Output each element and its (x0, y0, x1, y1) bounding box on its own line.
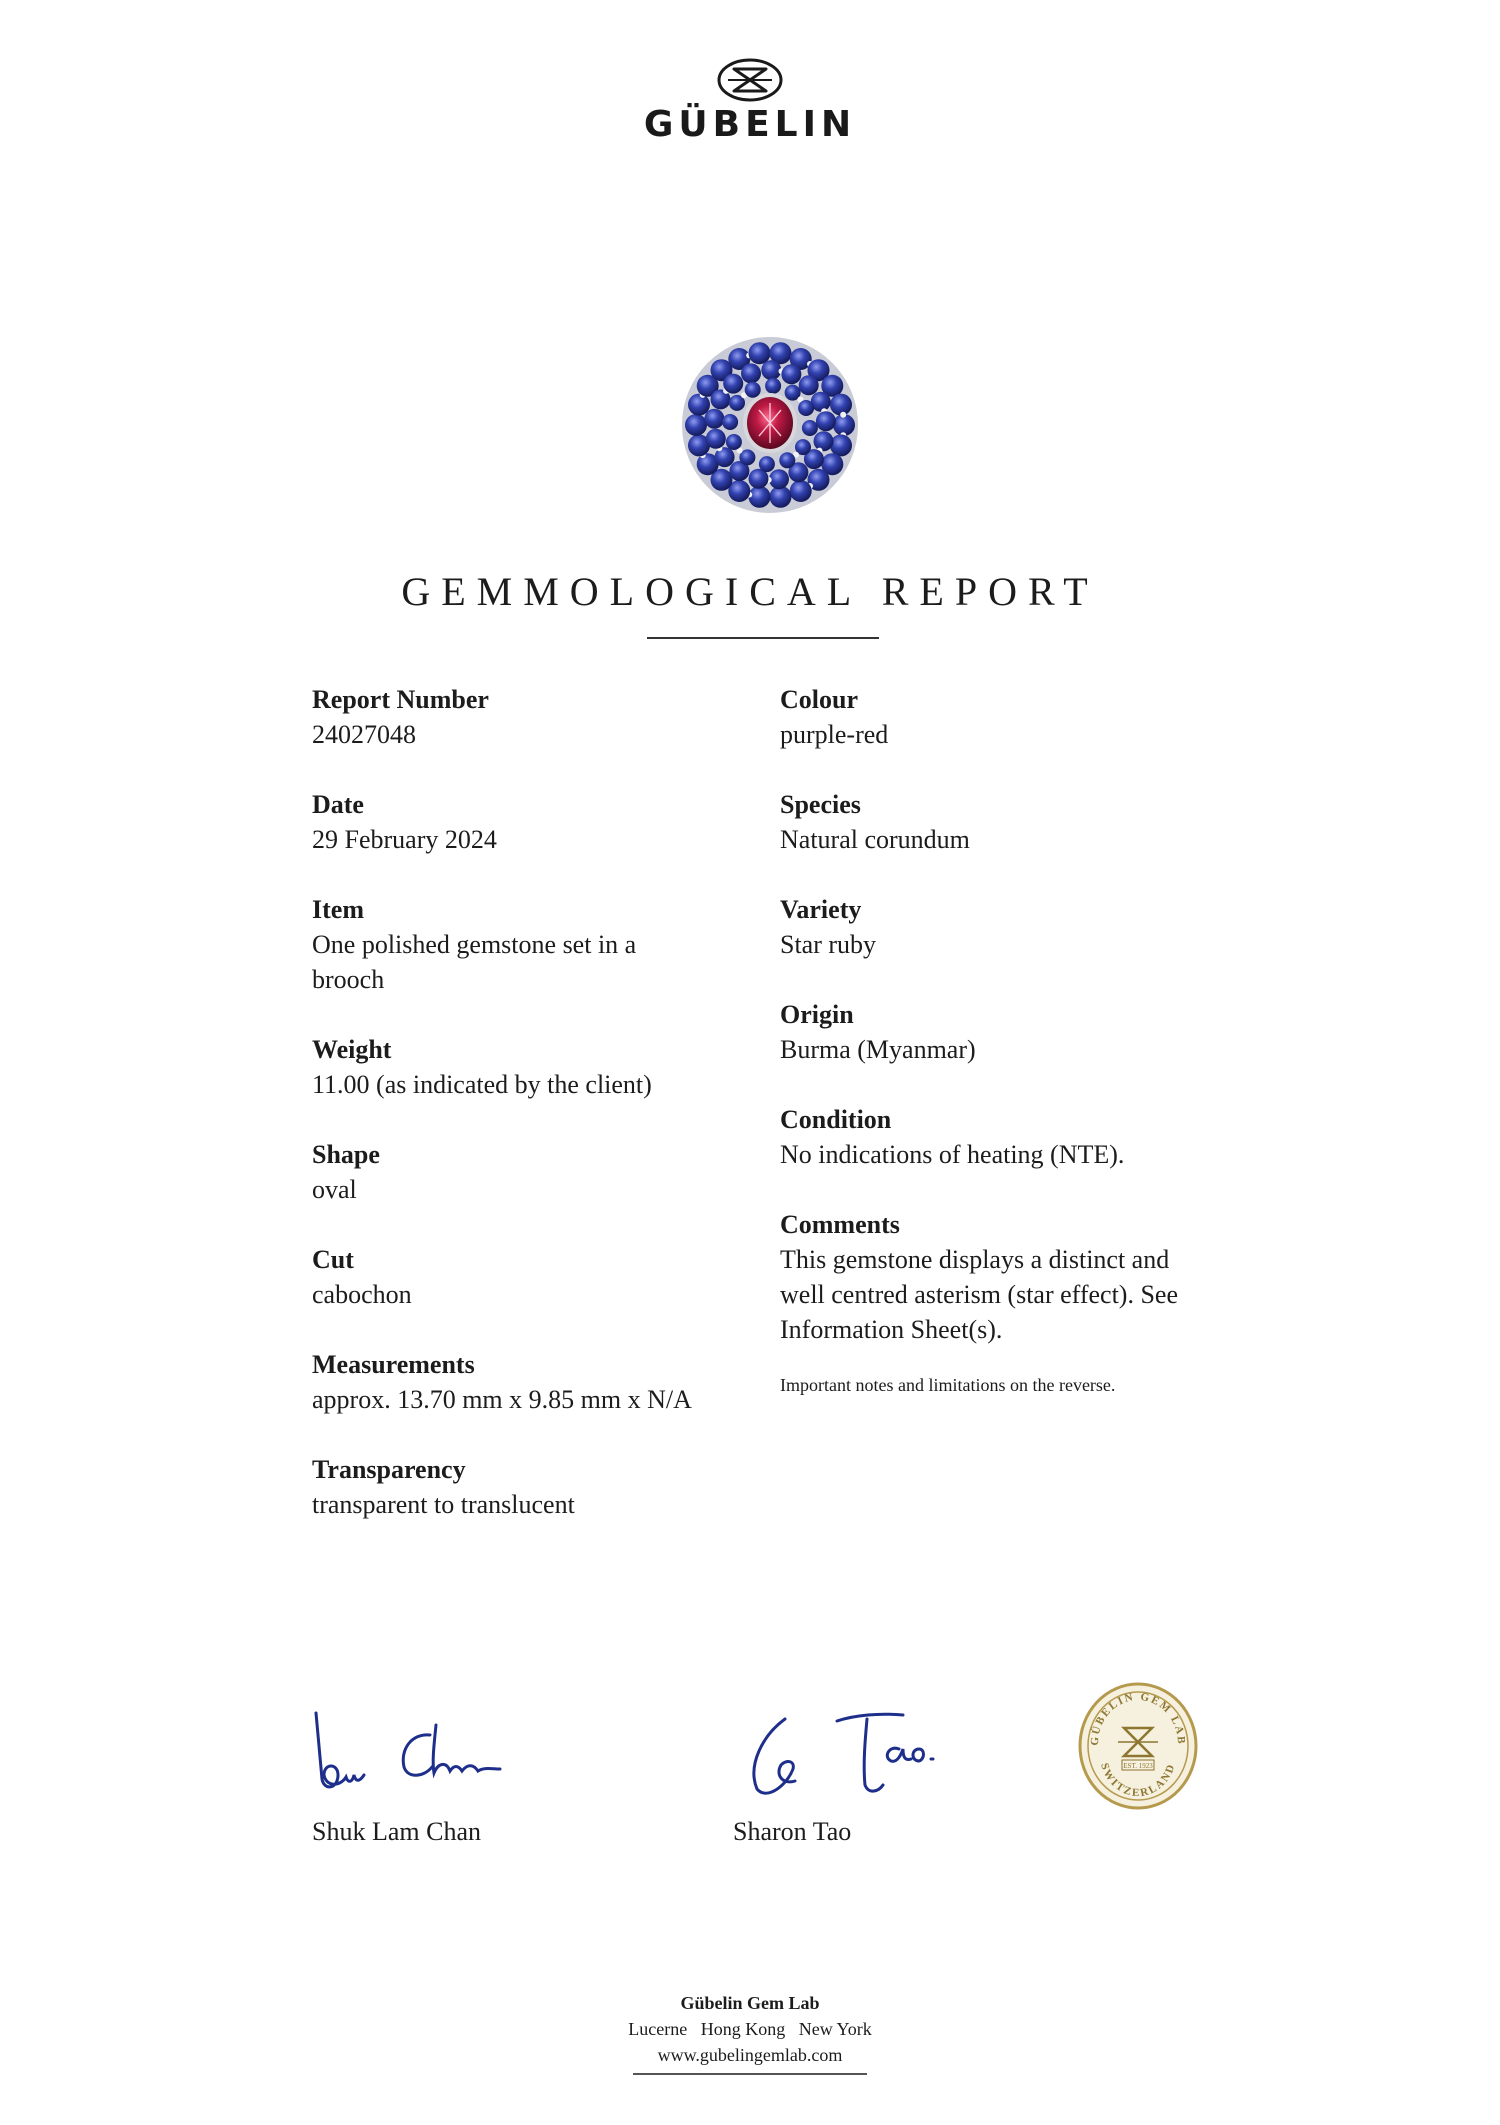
sapphire-cabochon (759, 456, 775, 472)
brand-name: GÜBELIN (643, 104, 857, 145)
star-ruby-brooch-photo (665, 328, 875, 523)
field-condition (780, 1102, 1260, 1172)
sapphire-cabochon (769, 469, 789, 489)
handwritten-signature-icon (312, 1705, 532, 1815)
field-value: transparent to translucent (312, 1490, 575, 1519)
field-label: Comments (780, 1210, 900, 1239)
field-label: Cut (312, 1245, 354, 1274)
sapphire-cabochon (798, 400, 814, 416)
field-value: Burma (Myanmar) (780, 1035, 976, 1064)
sapphire-cabochon (814, 431, 834, 451)
field-value: This gemstone displays a distinct and well centred asterism (star effect). See Information Sheet(s). (780, 1245, 1178, 1344)
sapphire-cabochon (765, 378, 781, 394)
sapphire-cabochon (704, 409, 724, 429)
sapphire-cabochon (799, 375, 819, 395)
sapphire-cabochon (770, 486, 792, 508)
field-measurements (312, 1347, 742, 1417)
field-cut (312, 1242, 742, 1312)
sapphire-cabochon (745, 382, 761, 398)
field-value: 11.00 (as indicated by the client) (312, 1070, 652, 1099)
footer-lab-name: Gübelin Gem Lab (680, 1993, 820, 2013)
field-origin (780, 997, 1260, 1067)
field-value: 29 February 2024 (312, 825, 497, 854)
field-label: Colour (780, 685, 858, 714)
hourglass-emblem-icon (716, 58, 784, 102)
seal-text-top: GÜBELIN GEM LAB (1088, 1690, 1188, 1746)
sapphire-cabochon (790, 480, 812, 502)
field-value: No indications of heating (NTE). (780, 1140, 1125, 1169)
seal-text-bottom: SWITZERLAND (1098, 1761, 1178, 1800)
field-report-number (312, 682, 742, 752)
signature-block-2 (733, 1705, 953, 1849)
field-weight (312, 1032, 742, 1102)
sapphire-cabochon (781, 364, 801, 384)
diamond-accent (840, 412, 846, 418)
field-comments (780, 1207, 1260, 1347)
field-item (312, 892, 742, 997)
field-label: Variety (780, 895, 862, 924)
field-label: Origin (780, 1000, 854, 1029)
field-label: Item (312, 895, 364, 924)
title-divider (647, 637, 879, 639)
footer-locations: Lucerne Hong Kong New York (628, 2019, 872, 2039)
field-label: Date (312, 790, 364, 819)
sapphire-cabochon (726, 434, 742, 450)
report-title: GEMMOLOGICAL REPORT (401, 569, 1099, 614)
handwritten-signature-icon (733, 1705, 953, 1815)
sapphire-cabochon (741, 363, 761, 383)
field-value: Natural corundum (780, 825, 970, 854)
field-value: 24027048 (312, 720, 416, 749)
field-value: approx. 13.70 mm x 9.85 mm x N/A (312, 1385, 692, 1414)
field-label: Shape (312, 1140, 380, 1169)
sapphire-cabochon (706, 429, 726, 449)
field-label: Weight (312, 1035, 392, 1064)
sapphire-cabochon (830, 434, 852, 456)
signature-block-1 (312, 1705, 532, 1849)
signatory-name: Sharon Tao (733, 1817, 852, 1846)
sapphire-cabochon (816, 411, 836, 431)
field-label: Species (780, 790, 861, 819)
sapphire-cabochon (749, 486, 771, 508)
gubelin-gem-lab-seal-icon (1076, 1680, 1200, 1812)
field-transparency (312, 1452, 742, 1522)
field-value: cabochon (312, 1280, 412, 1309)
footer-divider (633, 2073, 867, 2075)
field-value: Star ruby (780, 930, 877, 959)
field-shape (312, 1137, 742, 1207)
footer-website: www.gubelingemlab.com (657, 2045, 843, 2065)
sapphire-cabochon (779, 452, 795, 468)
sapphire-cabochon (749, 342, 771, 364)
brand-logo (0, 58, 1500, 145)
field-label: Condition (780, 1105, 892, 1134)
field-species (780, 787, 1260, 857)
sapphire-cabochon (802, 420, 818, 436)
field-value: One polished gemstone set in a brooch (312, 930, 637, 994)
field-value: oval (312, 1175, 357, 1204)
sapphire-cabochon (685, 414, 707, 436)
sapphire-cabochon (761, 360, 781, 380)
field-label: Transparency (312, 1455, 466, 1484)
signatory-name: Shuk Lam Chan (312, 1817, 481, 1846)
field-colour (780, 682, 1260, 752)
field-label: Measurements (312, 1350, 475, 1379)
sapphire-cabochon (722, 414, 738, 430)
field-value: purple-red (780, 720, 889, 749)
field-variety (780, 892, 1260, 962)
field-date (312, 787, 742, 857)
sapphire-cabochon (723, 374, 743, 394)
sapphire-cabochon (688, 394, 710, 416)
reverse-note: Important notes and limitations on the reverse. (780, 1375, 1116, 1395)
field-label: Report Number (312, 685, 489, 714)
report-details-right (780, 682, 1260, 1398)
sapphire-cabochon (830, 394, 852, 416)
footer (0, 1990, 1500, 2075)
report-details-left (312, 682, 742, 1557)
seal-established: EST. 1923 (1123, 1762, 1153, 1770)
